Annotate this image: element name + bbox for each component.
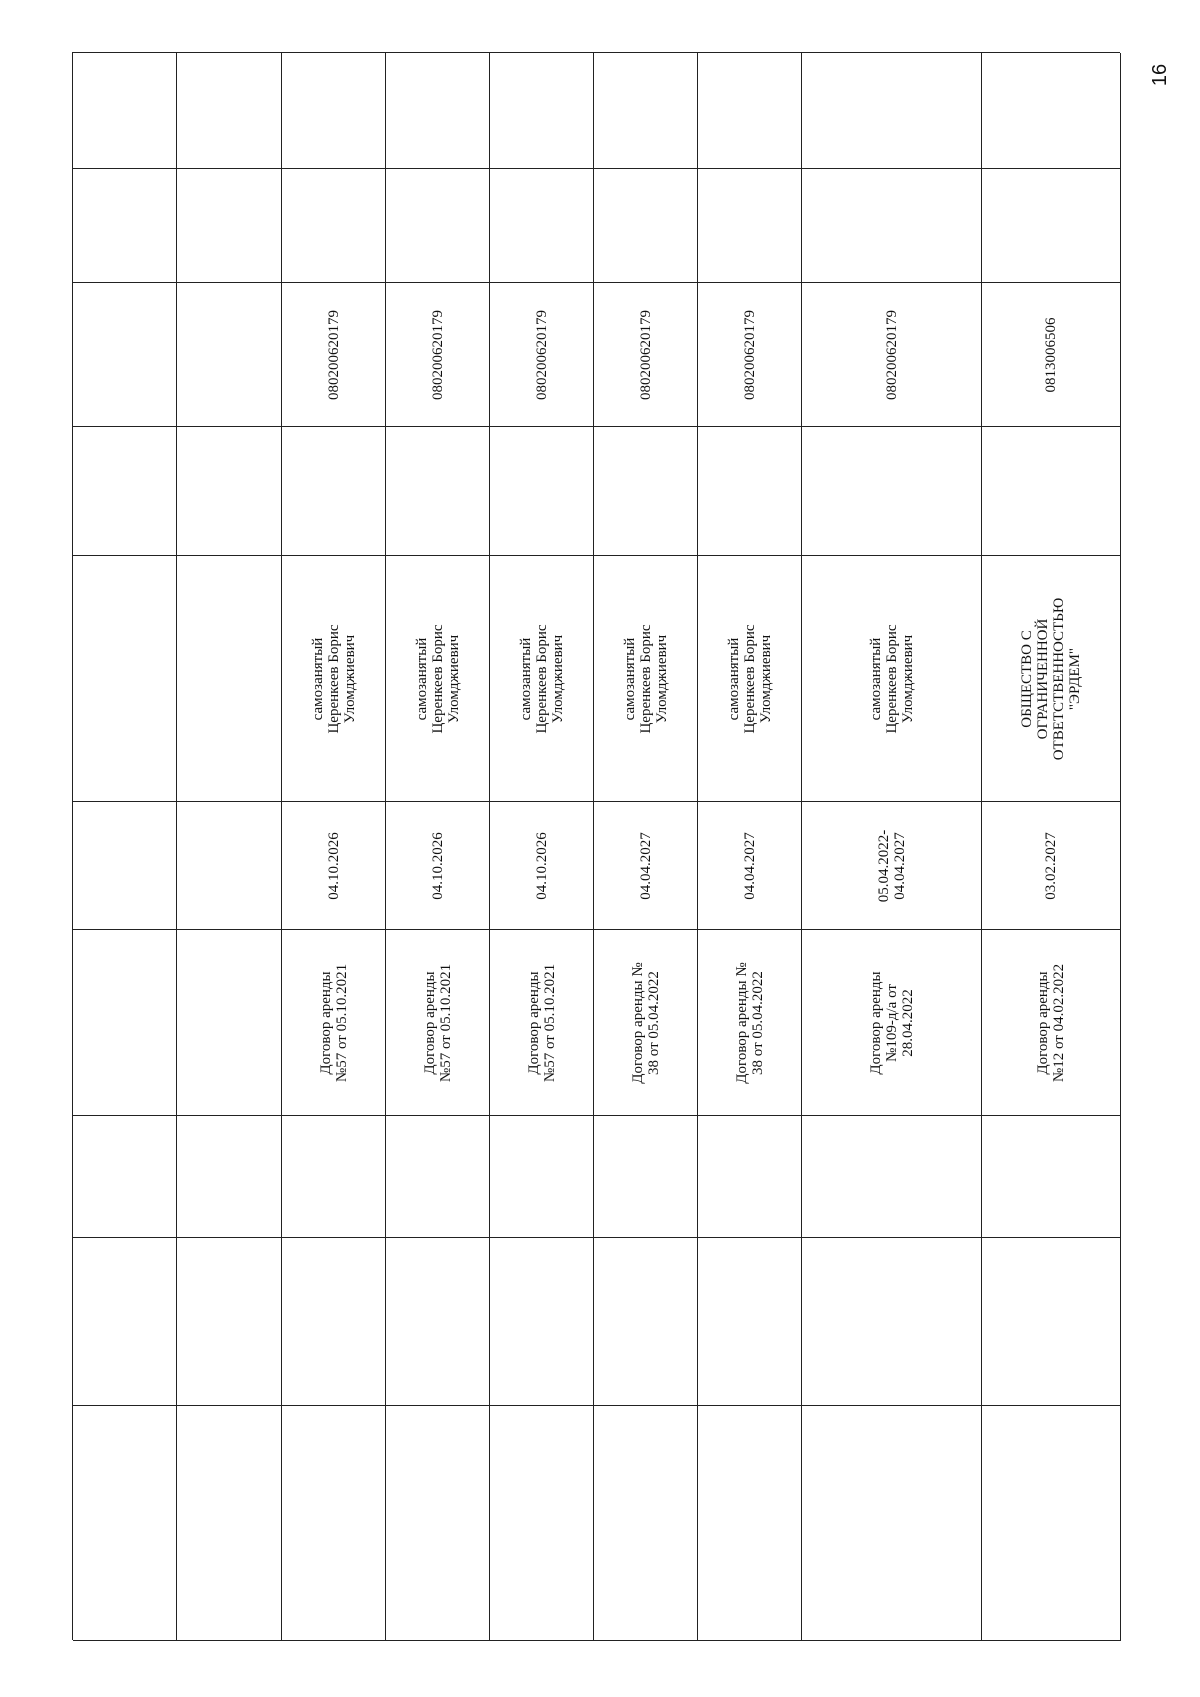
table-cell bbox=[282, 169, 386, 283]
cell-text: Договор аренды № 38 от 05.04.2022 bbox=[629, 961, 662, 1084]
table-cell bbox=[802, 930, 982, 1116]
table-cell bbox=[698, 556, 802, 802]
cell-text: самозанятый Церенкеев Борис Уломджиевич bbox=[517, 623, 566, 734]
cell-text: 03.02.2027 bbox=[1043, 831, 1059, 900]
table-cell bbox=[177, 53, 282, 169]
cell-text: самозанятый Церенкеев Борис Уломджиевич bbox=[309, 623, 358, 734]
table-cell bbox=[73, 1116, 177, 1238]
table-cell bbox=[802, 169, 982, 283]
table-cell bbox=[698, 53, 802, 169]
cell-text: 080200620179 bbox=[637, 309, 654, 400]
table-cell bbox=[177, 169, 282, 283]
cell-text: 0813006506 bbox=[1043, 317, 1059, 392]
table-cell bbox=[177, 556, 282, 802]
table-cell bbox=[73, 556, 177, 802]
table-cell bbox=[386, 802, 490, 930]
table-cell bbox=[282, 1116, 386, 1238]
table-cell bbox=[594, 930, 698, 1116]
table-cell bbox=[386, 427, 490, 556]
cell-text: Договор аренды № 38 от 05.04.2022 bbox=[733, 961, 766, 1084]
table-cell bbox=[386, 1116, 490, 1238]
table-cell bbox=[594, 1406, 698, 1641]
cell-text: самозанятый Церенкеев Борис Уломджиевич bbox=[725, 623, 774, 734]
table-cell bbox=[490, 283, 594, 427]
table-cell bbox=[177, 1406, 282, 1641]
table-cell bbox=[982, 169, 1121, 283]
table-cell bbox=[490, 1238, 594, 1406]
table-cell bbox=[282, 930, 386, 1116]
table-cell bbox=[982, 556, 1121, 802]
table-cell bbox=[386, 930, 490, 1116]
table-cell bbox=[73, 427, 177, 556]
table-cell bbox=[698, 169, 802, 283]
table-cell bbox=[73, 1406, 177, 1641]
table-cell bbox=[802, 1116, 982, 1238]
table-cell bbox=[282, 53, 386, 169]
registry-table bbox=[72, 52, 1120, 1640]
table-cell bbox=[698, 1238, 802, 1406]
table-cell bbox=[982, 53, 1121, 169]
table-cell bbox=[982, 930, 1121, 1116]
table-cell bbox=[594, 802, 698, 930]
table-cell bbox=[177, 1116, 282, 1238]
cell-text: 080200620179 bbox=[533, 309, 550, 400]
table-cell bbox=[386, 283, 490, 427]
table-cell bbox=[698, 283, 802, 427]
table-cell bbox=[490, 1116, 594, 1238]
table-cell bbox=[73, 53, 177, 169]
cell-text: 04.04.2027 bbox=[741, 831, 758, 900]
cell-text: Договор аренды №12 от 04.02.2022 bbox=[1035, 963, 1067, 1082]
table-cell bbox=[594, 1116, 698, 1238]
table-cell bbox=[698, 802, 802, 930]
table-cell bbox=[490, 169, 594, 283]
table-cell bbox=[73, 283, 177, 427]
table-cell bbox=[982, 802, 1121, 930]
table-cell bbox=[73, 169, 177, 283]
table-cell bbox=[802, 556, 982, 802]
table-cell bbox=[698, 1116, 802, 1238]
cell-text: самозанятый Церенкеев Борис Уломджиевич bbox=[867, 623, 916, 734]
table-cell bbox=[594, 169, 698, 283]
table-cell bbox=[802, 1238, 982, 1406]
table-cell bbox=[177, 283, 282, 427]
table-cell bbox=[177, 1238, 282, 1406]
table-cell bbox=[177, 802, 282, 930]
table-cell bbox=[282, 802, 386, 930]
table-cell bbox=[698, 930, 802, 1116]
table-cell bbox=[386, 169, 490, 283]
table-cell bbox=[594, 53, 698, 169]
cell-text: 080200620179 bbox=[429, 309, 446, 400]
table-cell bbox=[282, 1406, 386, 1641]
table-cell bbox=[490, 930, 594, 1116]
table-cell bbox=[490, 53, 594, 169]
cell-text: Договор аренды №57 от 05.10.2021 bbox=[525, 963, 558, 1082]
table-cell bbox=[73, 1238, 177, 1406]
table-cell bbox=[982, 427, 1121, 556]
table-cell bbox=[982, 283, 1121, 427]
cell-text: 04.10.2026 bbox=[533, 831, 550, 900]
cell-text: 04.10.2026 bbox=[429, 831, 446, 900]
table-cell bbox=[698, 427, 802, 556]
table-cell bbox=[282, 1238, 386, 1406]
cell-text: ОБЩЕСТВО С ОГРАНИЧЕННОЙ ОТВЕТСТВЕННОСТЬЮ "ЭРДЕМ" bbox=[1019, 597, 1083, 760]
cell-text: 080200620179 bbox=[325, 309, 342, 400]
table-cell bbox=[386, 53, 490, 169]
table-cell bbox=[282, 556, 386, 802]
table-cell bbox=[802, 53, 982, 169]
table-cell bbox=[177, 427, 282, 556]
table-cell bbox=[802, 802, 982, 930]
table-cell bbox=[594, 556, 698, 802]
table-cell bbox=[386, 1406, 490, 1641]
table-cell bbox=[386, 556, 490, 802]
table-cell bbox=[982, 1406, 1121, 1641]
cell-text: 080200620179 bbox=[883, 309, 900, 400]
table-cell bbox=[73, 930, 177, 1116]
cell-text: 05.04.2022- 04.04.2027 bbox=[875, 829, 908, 902]
table-cell bbox=[802, 1406, 982, 1641]
cell-text: 04.04.2027 bbox=[637, 831, 654, 900]
cell-text: Договор аренды №57 от 05.10.2021 bbox=[317, 963, 350, 1082]
cell-text: самозанятый Церенкеев Борис Уломджиевич bbox=[621, 623, 670, 734]
table-cell bbox=[490, 1406, 594, 1641]
cell-text: 080200620179 bbox=[741, 309, 758, 400]
table-cell bbox=[594, 427, 698, 556]
table-cell bbox=[982, 1116, 1121, 1238]
table-cell bbox=[386, 1238, 490, 1406]
cell-text: Договор аренды №57 от 05.10.2021 bbox=[421, 963, 454, 1082]
table-cell bbox=[982, 1238, 1121, 1406]
cell-text: самозанятый Церенкеев Борис Уломджиевич bbox=[413, 623, 462, 734]
table-cell bbox=[594, 1238, 698, 1406]
table-cell bbox=[594, 283, 698, 427]
table-cell bbox=[698, 1406, 802, 1641]
table-cell bbox=[177, 930, 282, 1116]
cell-text: 04.10.2026 bbox=[325, 831, 342, 900]
cell-text: Договор аренды №109-д/а от 28.04.2022 bbox=[867, 970, 916, 1075]
table-cell bbox=[282, 283, 386, 427]
table-cell bbox=[802, 427, 982, 556]
table-cell bbox=[490, 556, 594, 802]
table-cell bbox=[282, 427, 386, 556]
table-cell bbox=[802, 283, 982, 427]
page-number: 16 bbox=[1149, 63, 1171, 87]
table-cell bbox=[490, 427, 594, 556]
table-cell bbox=[490, 802, 594, 930]
table-cell bbox=[73, 802, 177, 930]
